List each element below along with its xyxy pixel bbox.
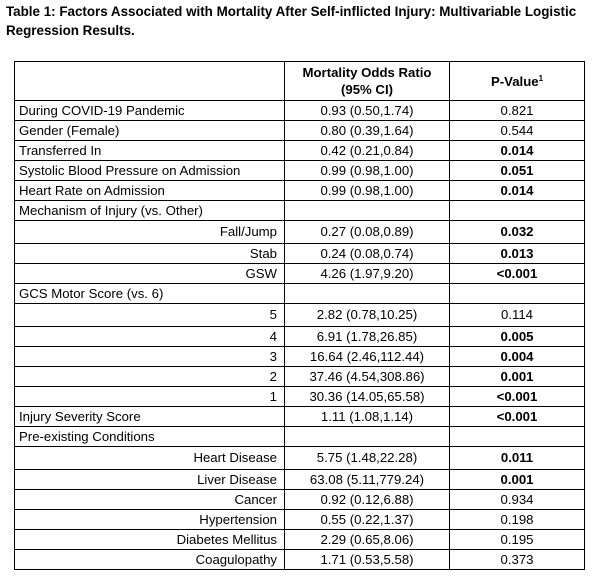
- table-row: [15, 101, 585, 121]
- row-p-value: <0.001: [450, 387, 585, 407]
- row-odds-ratio: 37.46 (4.54,308.86): [285, 367, 450, 387]
- table-row: [15, 407, 585, 427]
- row-odds-ratio: 16.64 (2.46,112.44): [285, 347, 450, 367]
- row-p-value: 0.195: [450, 530, 585, 550]
- row-odds-ratio: 2.82 (0.78,10.25): [285, 304, 450, 327]
- row-p-value: 0.544: [450, 121, 585, 141]
- table-row: [15, 490, 585, 510]
- row-label: 5: [15, 304, 285, 327]
- row-label: 3: [15, 347, 285, 367]
- header-odds-ratio-line-2: (95% CI): [340, 82, 394, 97]
- table-row: [15, 550, 585, 570]
- row-odds-ratio: 30.36 (14.05,65.58): [285, 387, 450, 407]
- row-p-value: 0.821: [450, 101, 585, 121]
- row-p-value: 0.373: [450, 550, 585, 570]
- table-row: [15, 387, 585, 407]
- row-label: Mechanism of Injury (vs. Other): [15, 201, 285, 221]
- row-odds-ratio: 6.91 (1.78,26.85): [285, 327, 450, 347]
- row-odds-ratio: 0.99 (0.98,1.00): [285, 181, 450, 201]
- table-row: [15, 181, 585, 201]
- table-row: [15, 121, 585, 141]
- regression-table: [14, 61, 585, 570]
- row-label: 1: [15, 387, 285, 407]
- row-odds-ratio: [285, 201, 450, 221]
- row-odds-ratio: 0.80 (0.39,1.64): [285, 121, 450, 141]
- row-p-value: 0.001: [450, 470, 585, 490]
- header-blank-cell: [15, 62, 285, 101]
- row-odds-ratio: 4.26 (1.97,9.20): [285, 264, 450, 284]
- table-row: [15, 161, 585, 181]
- row-p-value: 0.198: [450, 510, 585, 530]
- row-odds-ratio: 0.99 (0.98,1.00): [285, 161, 450, 181]
- table-row: [15, 367, 585, 387]
- row-odds-ratio: 5.75 (1.48,22.28): [285, 447, 450, 470]
- row-label: Injury Severity Score: [15, 407, 285, 427]
- row-label: Stab: [15, 244, 285, 264]
- row-p-value: 0.051: [450, 161, 585, 181]
- caption-line-1: Table 1: Factors Associated with Mortality After Self-inflicted Injury: Multivariable Logistic: [6, 4, 577, 19]
- table-row: [15, 221, 585, 244]
- header-odds-ratio-line-1: Mortality Odds Ratio: [302, 65, 432, 80]
- row-label: GSW: [15, 264, 285, 284]
- row-label: GCS Motor Score (vs. 6): [15, 284, 285, 304]
- row-p-value: 0.013: [450, 244, 585, 264]
- row-p-value: <0.001: [450, 264, 585, 284]
- row-label: Coagulopathy: [15, 550, 285, 570]
- table-row: [15, 201, 585, 221]
- table-row: [15, 244, 585, 264]
- row-label: Gender (Female): [15, 121, 285, 141]
- row-label: 4: [15, 327, 285, 347]
- table-row: [15, 327, 585, 347]
- table-row: [15, 427, 585, 447]
- table-row: [15, 284, 585, 304]
- row-p-value: [450, 201, 585, 221]
- row-p-value: 0.004: [450, 347, 585, 367]
- header-p-value-footnote: 1: [538, 73, 544, 83]
- row-odds-ratio: 2.29 (0.65,8.06): [285, 530, 450, 550]
- table-row: [15, 141, 585, 161]
- row-p-value: <0.001: [450, 407, 585, 427]
- row-odds-ratio: 0.93 (0.50,1.74): [285, 101, 450, 121]
- table-caption: [6, 2, 606, 40]
- row-p-value: 0.014: [450, 181, 585, 201]
- row-label: Cancer: [15, 490, 285, 510]
- row-odds-ratio: 1.71 (0.53,5.58): [285, 550, 450, 570]
- table-row: [15, 347, 585, 367]
- table-row: [15, 510, 585, 530]
- row-label: During COVID-19 Pandemic: [15, 101, 285, 121]
- row-p-value: 0.114: [450, 304, 585, 327]
- caption-line-2: Regression Results.: [6, 23, 135, 38]
- row-odds-ratio: 63.08 (5.11,779.24): [285, 470, 450, 490]
- header-odds-ratio: [285, 62, 450, 101]
- row-odds-ratio: [285, 284, 450, 304]
- row-label: Diabetes Mellitus: [15, 530, 285, 550]
- row-p-value: [450, 284, 585, 304]
- row-label: Hypertension: [15, 510, 285, 530]
- table-row: [15, 264, 585, 284]
- table-body: [15, 101, 585, 570]
- row-odds-ratio: 0.24 (0.08,0.74): [285, 244, 450, 264]
- table-row: [15, 447, 585, 470]
- row-odds-ratio: 0.27 (0.08,0.89): [285, 221, 450, 244]
- row-p-value: 0.005: [450, 327, 585, 347]
- table-row: [15, 470, 585, 490]
- row-label: Heart Disease: [15, 447, 285, 470]
- row-p-value: 0.001: [450, 367, 585, 387]
- row-odds-ratio: 0.55 (0.22,1.37): [285, 510, 450, 530]
- row-label: Transferred In: [15, 141, 285, 161]
- row-odds-ratio: 0.42 (0.21,0.84): [285, 141, 450, 161]
- row-label: Systolic Blood Pressure on Admission: [15, 161, 285, 181]
- table-header-row: [15, 62, 585, 101]
- row-p-value: 0.014: [450, 141, 585, 161]
- row-odds-ratio: 1.11 (1.08,1.14): [285, 407, 450, 427]
- row-label: Fall/Jump: [15, 221, 285, 244]
- row-p-value: 0.011: [450, 447, 585, 470]
- row-label: 2: [15, 367, 285, 387]
- header-p-value-label: P-Value: [490, 73, 539, 89]
- table-row: [15, 530, 585, 550]
- row-label: Pre-existing Conditions: [15, 427, 285, 447]
- row-label: Heart Rate on Admission: [15, 181, 285, 201]
- row-label: Liver Disease: [15, 470, 285, 490]
- header-p-value: [450, 62, 585, 101]
- row-odds-ratio: 0.92 (0.12,6.88): [285, 490, 450, 510]
- row-p-value: [450, 427, 585, 447]
- row-p-value: 0.032: [450, 221, 585, 244]
- table-row: [15, 304, 585, 327]
- row-odds-ratio: [285, 427, 450, 447]
- row-p-value: 0.934: [450, 490, 585, 510]
